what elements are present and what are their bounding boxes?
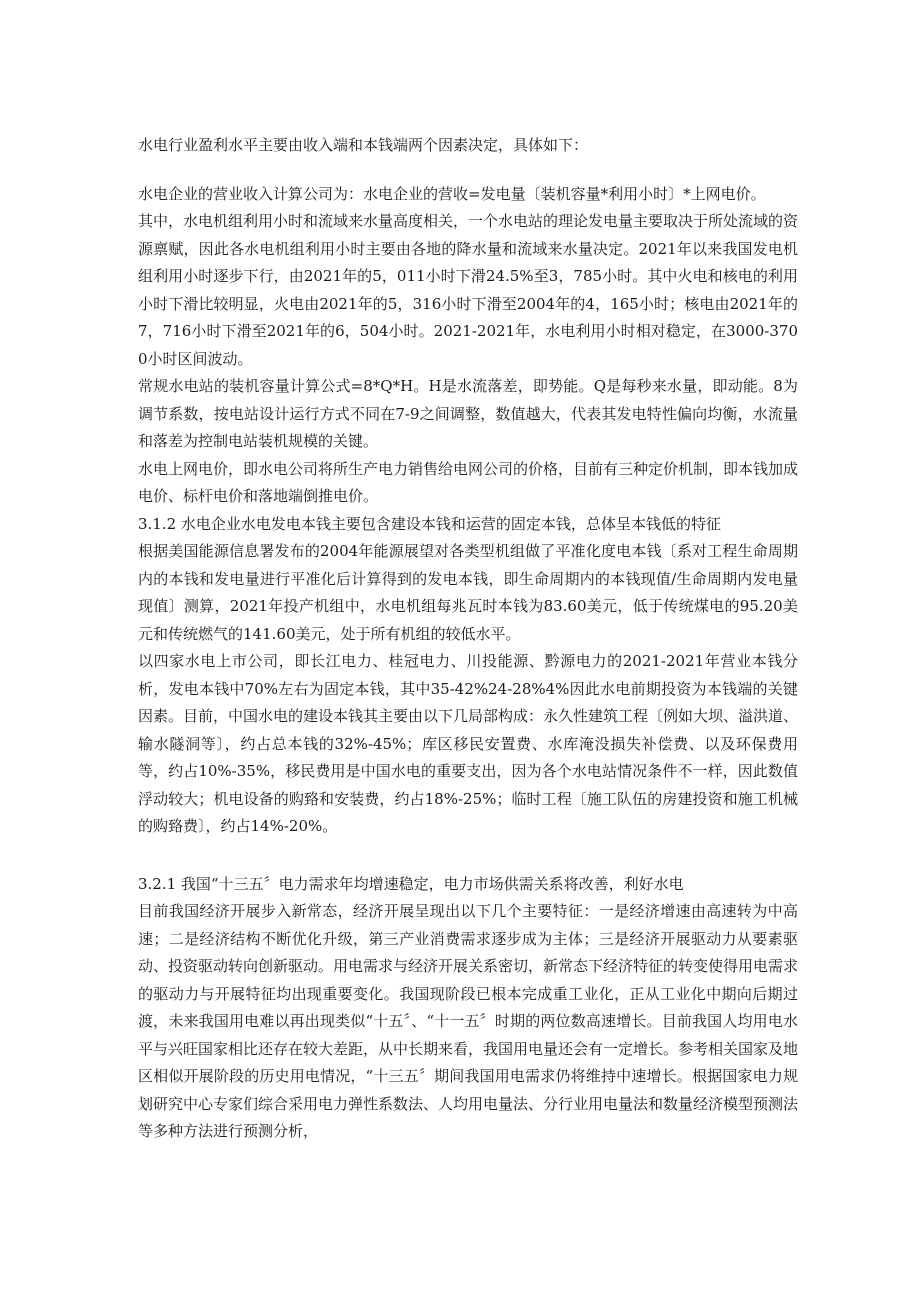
paragraph-grid-price: 水电上网电价，即水电公司将所生产电力销售给电网公司的价格，目前有三种定价机制，即本钱加成电价、标杆电价和落地端倒推电价。 bbox=[138, 459, 799, 505]
paragraph-intro: 水电行业盈利水平主要由收入端和本钱端两个因素决定，具体如下： bbox=[138, 136, 589, 154]
document-page bbox=[138, 132, 798, 1146]
paragraph-demand-growth: 目前我国经济开展步入新常态，经济开展呈现出以下几个主要特征：一是经济增速由高速转为中高速；二是经济结构不断优化升级，第三产业消费需求逐步成为主体；三是经济开展驱动力从要素驱动、投资驱动转向创新驱动。用电需求与经济开展关系密切，新常态下经济特征的转变使得用电需求的驱动力与开展特征均出现重要变化。我国现阶段已根本完成重工业化，正从工业化中期向后期过渡，未来我国用电难以再出现类似“十五〞、“十一五〞时期的两位数高速增长。目前我国人均用电水平与兴旺国家相比还存在较大差距，从中长期来看，我国用电量还会有一定增长。参考相关国家及地区相似开展阶段的历史用电情况，“十三五〞期间我国用电需求仍将维持中速增长。根据国家电力规划研究中心专家们综合采用电力弹性系数法、人均用电量法、分行业用电量法和数量经济模型预测法等多种方法进行预测分析， bbox=[138, 902, 799, 1140]
section-heading-3-1-2: 3.1.2 水电企业水电发电本钱主要包含建设本钱和运营的固定本钱，总体呈本钱低的特征 bbox=[138, 514, 721, 533]
paragraph-capacity-formula: 常规水电站的装机容量计算公式=8*Q*H。H是水流落差，即势能。Q是每秒来水量，即动能。8为调节系数，按电站设计运行方式不同在7-9之间调整，数值越大，代表其发电特性偏向均衡，水流量和落差为控制电站装机规模的关键。 bbox=[138, 377, 798, 450]
paragraph-revenue-formula: 水电企业的营业收入计算公司为：水电企业的营收=发电量〔装机容量*利用小时〕*上网电价。 bbox=[138, 184, 766, 203]
paragraph-gap bbox=[138, 160, 798, 181]
paragraph-cost-structure: 以四家水电上市公司，即长江电力、桂冠电力、川投能源、黔源电力的2021-2021年营业本钱分析，发电本钱中70%左右为固定本钱，其中35-42%24-28%4%因此水电前期投资为本钱端的关键因素。目前，中国水电的建设本钱其主要由以下几局部构成：永久性建筑工程〔例如大坝、溢洪道、输水隧洞等〕，约占总本钱的32%-45%；库区移民安置费、水库淹没损失补偿费、以及环保费用等，约占10%-35%，移民费用是中国水电的重要支出，因为各个水电站情况条件不一样，因此数值浮动较大；机电设备的购臵和安装费，约占18%-25%；临时工程〔施工队伍的房建投资和施工机械的购臵费〕，约占14%-20%。 bbox=[138, 652, 799, 835]
paragraph-gap bbox=[138, 841, 798, 871]
paragraph-levelized-cost: 根据美国能源信息署发布的2004年能源展望对各类型机组做了平准化度电本钱〔系对工程生命周期内的本钱和发电量进行平准化后计算得到的发电本钱，即生命周期内的本钱现值/生命周期内发电量现值〕测算，2021年投产机组中，水电机组每兆瓦时本钱为83.60美元，低于传统煤电的95.20美元和传统燃气的141.60美元，处于所有机组的较低水平。 bbox=[138, 542, 798, 643]
paragraph-utilization-hours: 其中，水电机组利用小时和流域来水量高度相关，一个水电站的理论发电量主要取决于所处流域的资源禀赋，因此各水电机组利用小时主要由各地的降水量和流域来水量决定。2021年以来我国发电机组利用小时逐步下行，由2021年的5，011小时下滑24.5%至3，785小时。其中火电和核电的利用小时下滑比较明显，火电由2021年的5，316小时下滑至2004年的4，165小时；核电由2021年的7，716小时下滑至2021年的6，504小时。2021-2021年，水电利用小时相对稳定，在3000-3700小时区间波动。 bbox=[138, 212, 799, 368]
section-heading-3-2-1: 3.2.1 我国“十三五〞电力需求年均增速稳定，电力市场供需关系将改善，利好水电 bbox=[138, 874, 684, 893]
